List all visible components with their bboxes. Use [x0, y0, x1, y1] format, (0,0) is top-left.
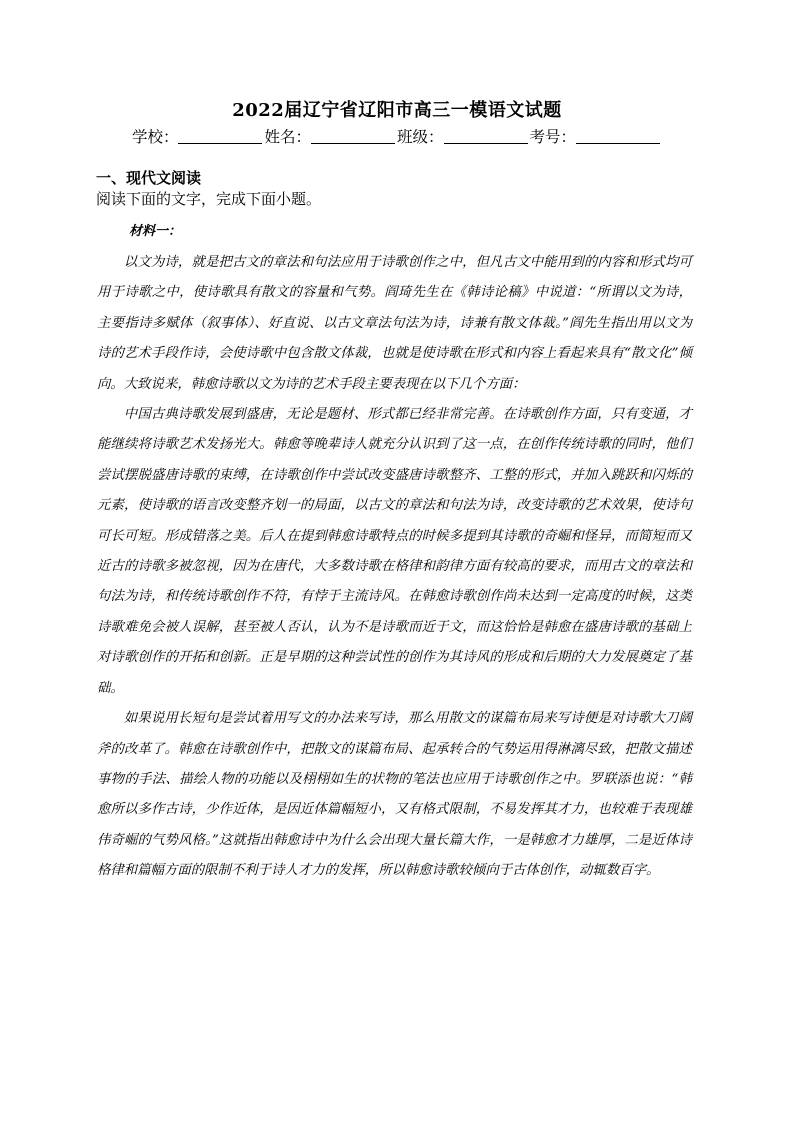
- name-blank: [311, 143, 395, 144]
- section-heading: 一、现代文阅读: [96, 169, 202, 187]
- name-field: [264, 125, 397, 147]
- class-field: [397, 125, 530, 147]
- section-instruction: 阅读下面的文字，完成下面小题。: [96, 190, 322, 208]
- reading-passage: [97, 248, 692, 887]
- material-label: 材料一：: [129, 224, 182, 239]
- name-label: 姓名：: [264, 128, 311, 146]
- school-field: [132, 125, 265, 147]
- school-label: 学校：: [131, 128, 179, 146]
- exam-number-field: [530, 125, 663, 147]
- class-label: 班级：: [397, 128, 444, 146]
- school-blank: [178, 143, 262, 144]
- page-title: 2022届辽宁省辽阳市高三一模语文试题: [232, 100, 562, 121]
- class-blank: [444, 143, 528, 144]
- passage-paragraph-1: 以文为诗，就是把古文的章法和句法应用于诗歌创作之中，但凡古文中能用到的内容和形式均可用于诗歌之中，使诗歌具有散文的容量和气势。阎琦先生在《韩诗论稿》中说道：“所谓以文为诗，主要指诗多赋体（叙事体）、好直说、以古文章法句法为诗，诗兼有散文体裁。”阎先生指出用以文为诗的艺术手段作诗，会使诗歌中包含散文体裁，也就是使诗歌在形式和内容上看起来具有“散文化”倾向。大致说来，韩愈诗歌以文为诗的艺术手段主要表现在以下几个方面：: [97, 255, 692, 392]
- student-info-line: [0, 125, 794, 147]
- passage-paragraph-2: 中国古典诗歌发展到盛唐，无论是题材、形式都已经非常完善。在诗歌创作方面，只有变通，才能继续将诗歌艺术发扬光大。韩愈等晚辈诗人就充分认识到了这一点，在创作传统诗歌的同时，他们尝试摆脱盛唐诗歌的束缚，在诗歌创作中尝试改变盛唐诗歌整齐、工整的形式，并加入跳跃和闪烁的元素，使诗歌的语言改变整齐划一的局面，以古文的章法和句法为诗，改变诗歌的艺术效果，使诗句可长可短。形成错落之美。后人在提到韩愈诗歌特点的时候多提到其诗歌的奇崛和怪异，而简短而又近古的诗歌多被忽视，因为在唐代，大多数诗歌在格律和韵律方面有较高的要求，而用古文的章法和句法为诗，和传统诗歌创作不符，有悖于主流诗风。在韩愈诗歌创作尚未达到一定高度的时候，这类诗歌难免会被人误解，甚至被人否认，认为不是诗歌而近于文，而这恰恰是韩愈在盛唐诗歌的基础上对诗歌创作的开拓和创新。正是早期的这种尝试性的创作为其诗风的形成和后期的大力发展奠定了基础。: [97, 407, 692, 696]
- exam-number-label: 考号：: [529, 128, 577, 146]
- exam-number-blank: [576, 143, 660, 144]
- passage-paragraph-3: 如果说用长短句是尝试着用写文的办法来写诗，那么用散文的谋篇布局来写诗便是对诗歌大刀阔斧的改革了。韩愈在诗歌创作中，把散文的谋篇布局、起承转合的气势运用得淋漓尽致，把散文描述事物的手法、描绘人物的功能以及栩栩如生的状物的笔法也应用于诗歌创作之中。罗联添也说：“韩愈所以多作古诗，少作近体，是因近体篇幅短小，又有格式限制，不易发挥其才力，也较难于表现雄伟奇崛的气势风格。”这就指出韩愈诗中为什么会出现大量长篇大作，一是韩愈才力雄厚，二是近体诗格律和篇幅方面的限制不利于诗人才力的发挥，所以韩愈诗歌较倾向于古体创作，动辄数百字。: [97, 711, 692, 879]
